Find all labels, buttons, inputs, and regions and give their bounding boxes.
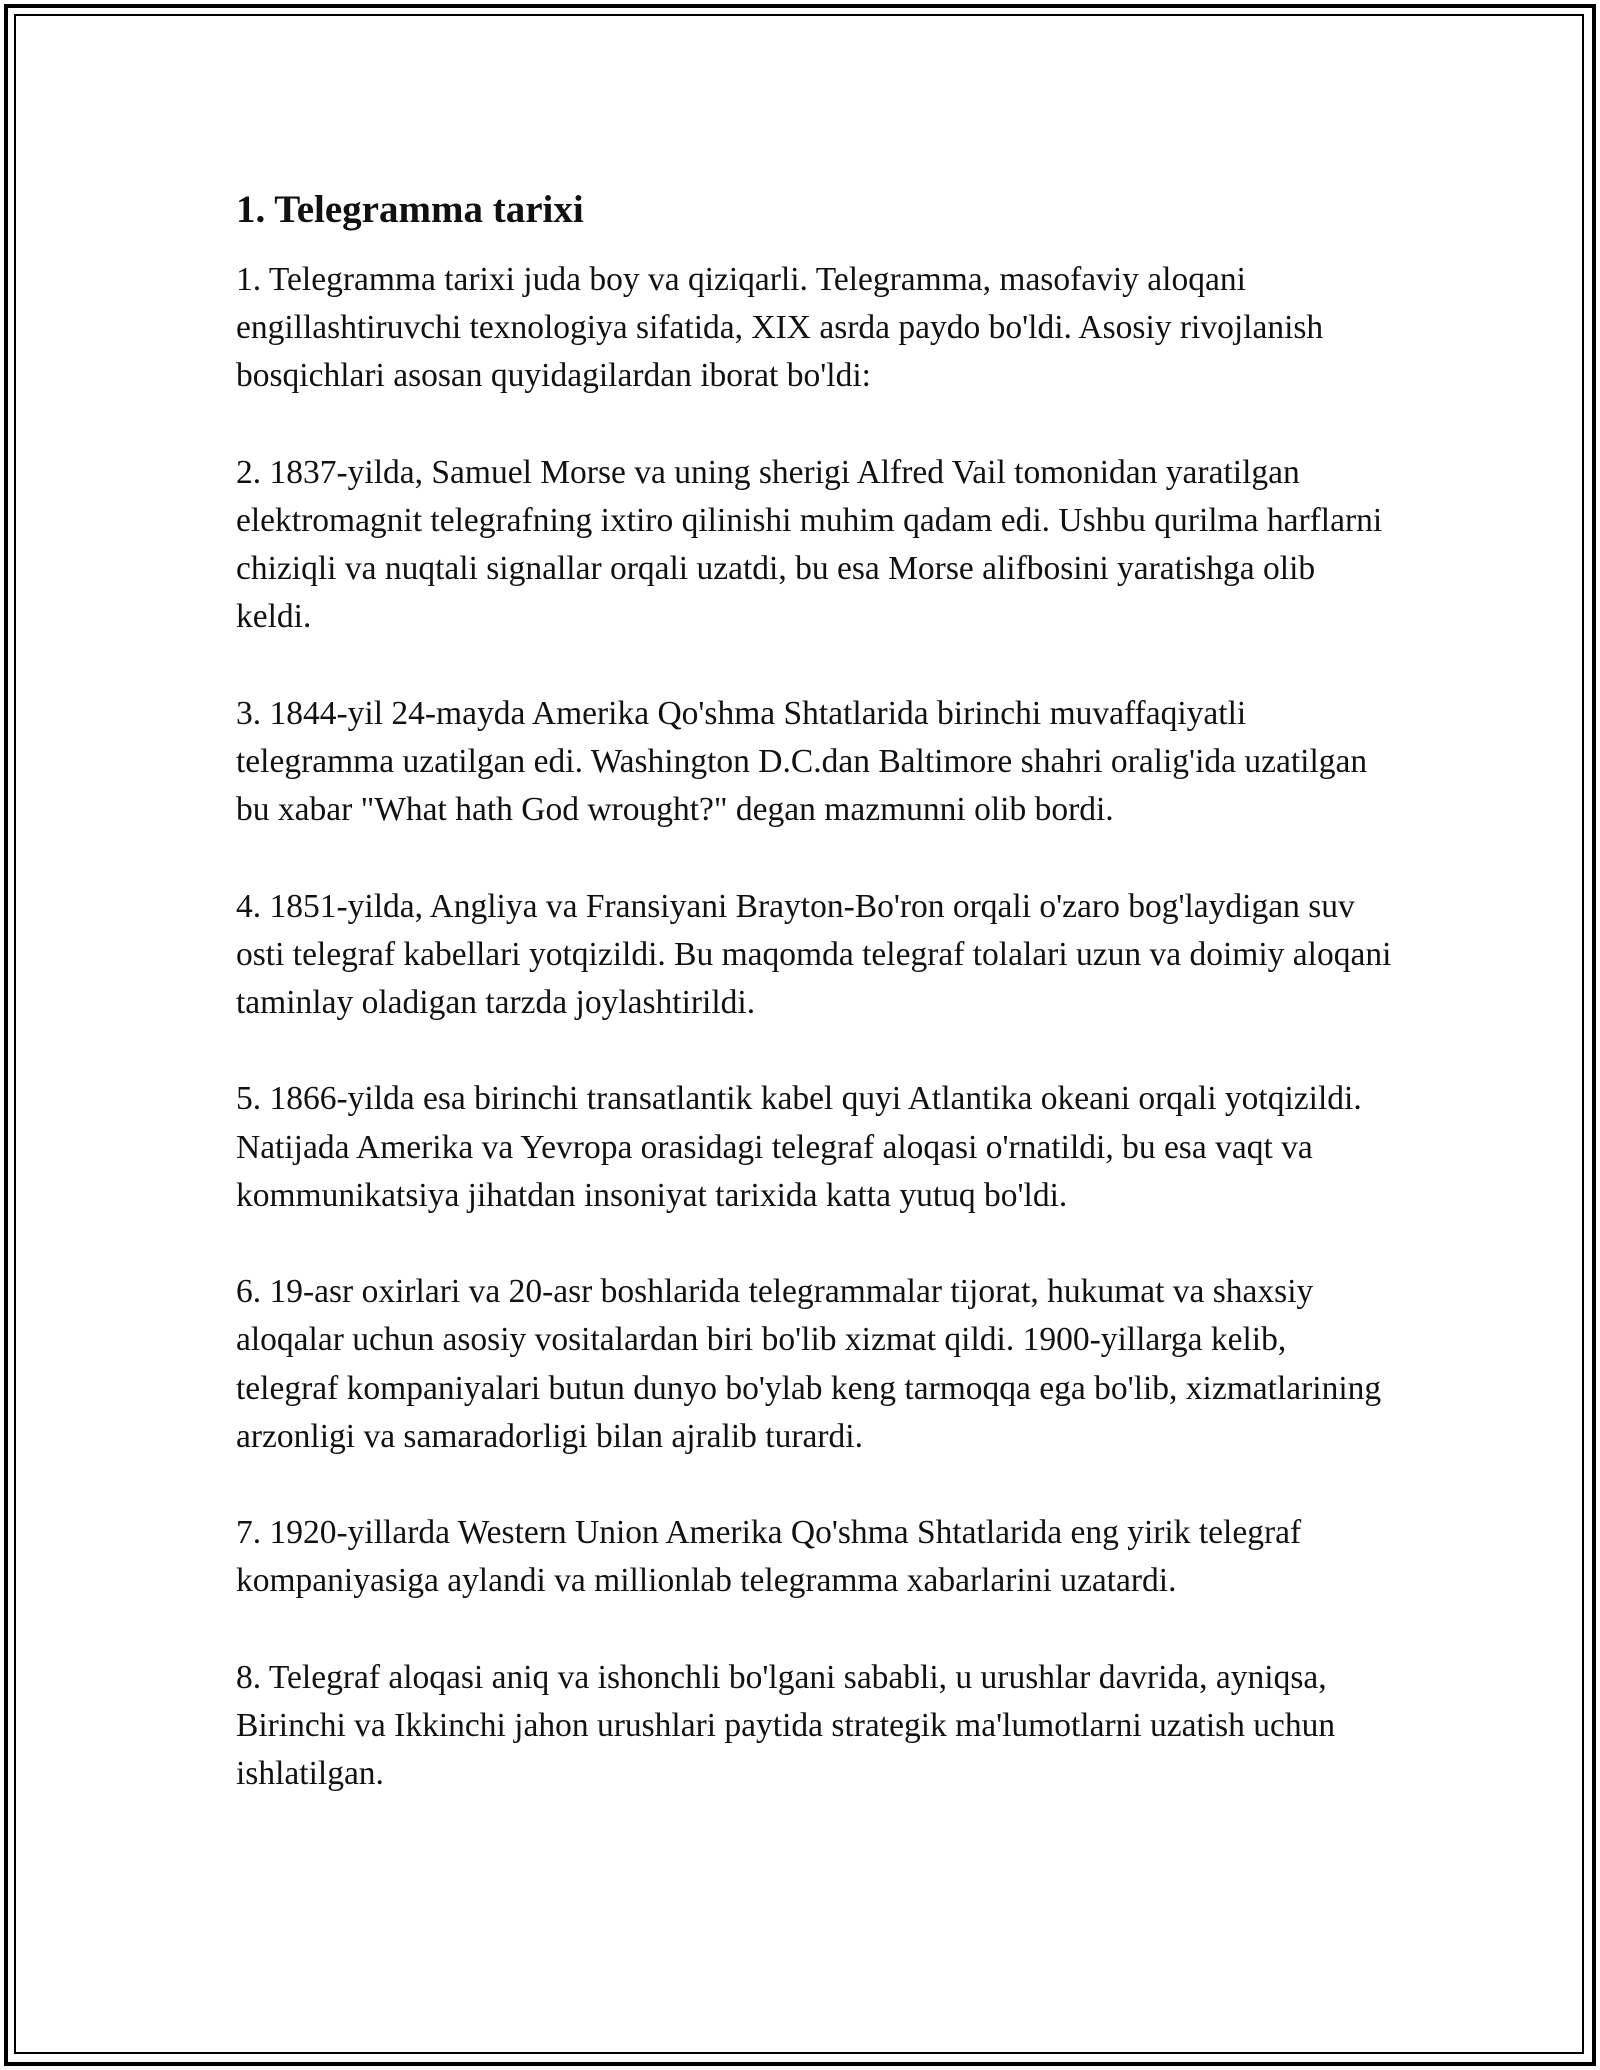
paragraph-7: 7. 1920-yillarda Western Union Amerika Qo'shma Shtatlarida eng yirik telegraf kompaniyasiga aylandi va millionlab telegramma xabarlarini uzatardi. [236, 1514, 1302, 1600]
paragraph-3: 3. 1844-yil 24-mayda Amerika Qo'shma Shtatlarida birinchi muvaffaqiyatli telegramma uzatilgan edi. Washington D.C.dan Baltimore shahri oralig'ida uzatilgan bu xabar "What hath God wrought?" degan mazmunni olib bordi. [236, 694, 1368, 829]
paragraph-4: 4. 1851-yilda, Angliya va Fransiyani Brayton-Bo'ron orqali o'zaro bog'laydigan suv osti telegraf kabellari yotqizildi. Bu maqomda telegraf tolalari uzun va doimiy aloqani taminlay oladigan tarzda joylashtirildi. [236, 887, 1392, 1021]
document-body [236, 186, 1396, 1798]
paragraph-2: 2. 1837-yilda, Samuel Morse va uning sherigi Alfred Vail tomonidan yaratilgan elektromagnit telegrafning ixtiro qilinishi muhim qadam edi. Ushbu qurilma harflarni chiziqli va nuqtali signallar orqali uzatdi, bu esa Morse alifbosini yaratishga olib keldi. [236, 453, 1383, 636]
document-title: 1. Telegramma tarixi [236, 188, 584, 231]
paragraph-1: 1. Telegramma tarixi juda boy va qiziqarli. Telegramma, masofaviy aloqani engillashtiruvchi texnologiya sifatida, XIX asrda paydo bo'ldi. Asosiy rivojlanish bosqichlari asosan quyidagilardan iborat bo'ldi: [236, 261, 1324, 395]
paragraph-5: 5. 1866-yilda esa birinchi transatlantik kabel quyi Atlantika okeani orqali yotqizildi. Natijada Amerika va Yevropa orasidagi telegraf aloqasi o'rnatildi, bu esa vaqt va kommunikatsiya jihatdan insoniyat tarixida katta yutuq bo'ldi. [236, 1080, 1362, 1214]
paragraph-6: 6. 19-asr oxirlari va 20-asr boshlarida telegrammalar tijorat, hukumat va shaxsiy aloqalar uchun asosiy vositalardan biri bo'lib xizmat qildi. 1900-yillarga kelib, telegraf kompaniyalari butun dunyo bo'ylab keng tarmoqqa ega bo'lib, xizmatlarining arzonligi va samaradorligi bilan ajralib turardi. [236, 1273, 1382, 1455]
paragraph-8: 8. Telegraf aloqasi aniq va ishonchli bo'lgani sababli, u urushlar davrida, ayniqsa, Birinchi va Ikkinchi jahon urushlari paytida strategik ma'lumotlarni uzatish uchun ishlatilgan. [236, 1658, 1336, 1793]
